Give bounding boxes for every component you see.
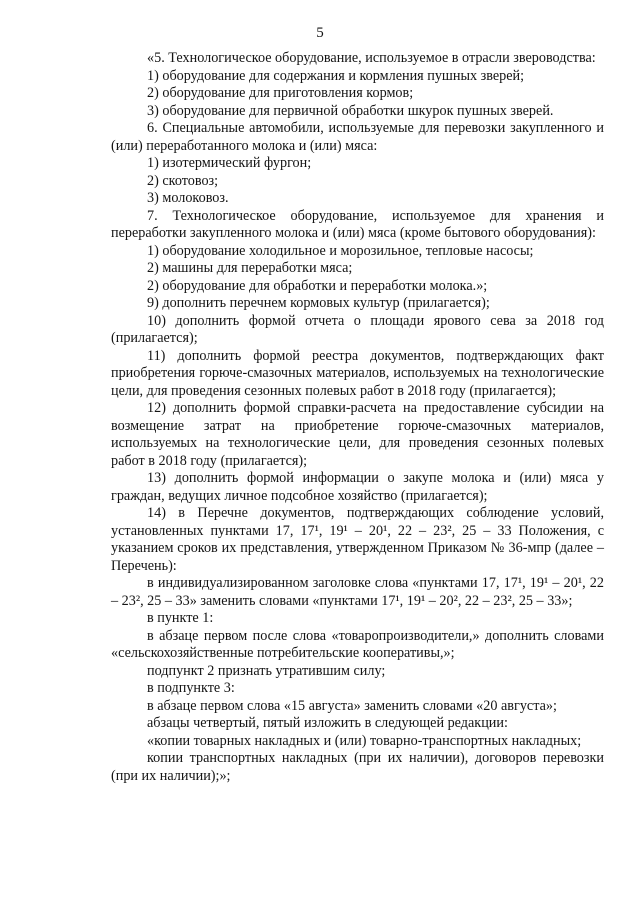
paragraph: 7. Технологическое оборудование, используемое для хранения и переработки закупленного молока и (или) мяса (кроме бытового оборудования): bbox=[111, 207, 604, 241]
paragraph: 13) дополнить формой информации о закупе молока и (или) мяса у граждан, ведущих личное подсобное хозяйство (прилагается); bbox=[111, 470, 604, 504]
paragraph: копии транспортных накладных (при их наличии), договоров перевозки (при их наличии);»; bbox=[111, 750, 604, 784]
paragraph: 1) изотермический фургон; bbox=[147, 155, 312, 171]
paragraph: в абзаце первом после слова «товаропроизводители,» дополнить словами «сельскохозяйственные потребительские кооперативы,»; bbox=[111, 627, 604, 661]
paragraph: 10) дополнить формой отчета о площади ярового сева за 2018 год (прилагается); bbox=[111, 312, 604, 346]
paragraph: 11) дополнить формой реестра документов, подтверждающих факт приобретения горюче-смазочных материалов, используемых на технологические цели, для проведения сезонных полевых работ в 2018 году (прилагается); bbox=[111, 347, 604, 399]
paragraph: 6. Специальные автомобили, используемые для перевозки закупленного и (или) переработанного молока и (или) мяса: bbox=[111, 120, 604, 154]
document-body bbox=[111, 50, 604, 785]
paragraph: 14) в Перечне документов, подтверждающих соблюдение условий, установленных пунктами 17, 17¹, 19¹ – 20¹, 22 – 23², 25 – 33 Положения, с указанием сроков их представления, утвержденном Приказом № 36-мпр (далее – Перечень): bbox=[111, 505, 604, 574]
paragraph: 3) оборудование для первичной обработки шкурок пушных зверей. bbox=[147, 102, 554, 119]
paragraph: 3) молоковоз. bbox=[147, 190, 229, 206]
paragraph: 2) оборудование для приготовления кормов; bbox=[147, 85, 414, 101]
page-number: 5 bbox=[316, 25, 324, 41]
paragraph: 1) оборудование холодильное и морозильное, тепловые насосы; bbox=[147, 242, 534, 259]
paragraph: 1) оборудование для содержания и кормления пушных зверей; bbox=[147, 67, 525, 84]
paragraph: в индивидуализированном заголовке слова «пунктами 17, 17¹, 19¹ – 20¹, 22 – 23², 25 – 33» заменить словами «пунктами 17¹, 19¹ – 20², 22 – 23², 25 – 33»; bbox=[111, 575, 604, 609]
paragraph: абзацы четвертый, пятый изложить в следующей редакции: bbox=[147, 715, 508, 731]
paragraph: 9) дополнить перечнем кормовых культур (прилагается); bbox=[147, 295, 490, 311]
paragraph: 12) дополнить формой справки-расчета на предоставление субсидии на возмещение затрат на приобретение горюче-смазочных материалов, используемых на технологические цели, для проведения сезонных полевых работ в 2018 году (прилагается); bbox=[111, 400, 604, 469]
paragraph: «копии товарных накладных и (или) товарно-транспортных накладных; bbox=[147, 732, 582, 749]
paragraph: в абзаце первом слова «15 августа» заменить словами «20 августа»; bbox=[147, 697, 557, 714]
paragraph: 2) оборудование для обработки и переработки молока.»; bbox=[147, 277, 488, 294]
paragraph: «5. Технологическое оборудование, используемое в отрасли звероводства: bbox=[147, 50, 596, 66]
paragraph: 2) машины для переработки мяса; bbox=[147, 260, 353, 276]
paragraph: в подпункте 3: bbox=[147, 680, 235, 696]
paragraph: подпункт 2 признать утратившим силу; bbox=[147, 662, 386, 679]
paragraph: в пункте 1: bbox=[147, 610, 214, 626]
paragraph: 2) скотовоз; bbox=[147, 172, 219, 189]
